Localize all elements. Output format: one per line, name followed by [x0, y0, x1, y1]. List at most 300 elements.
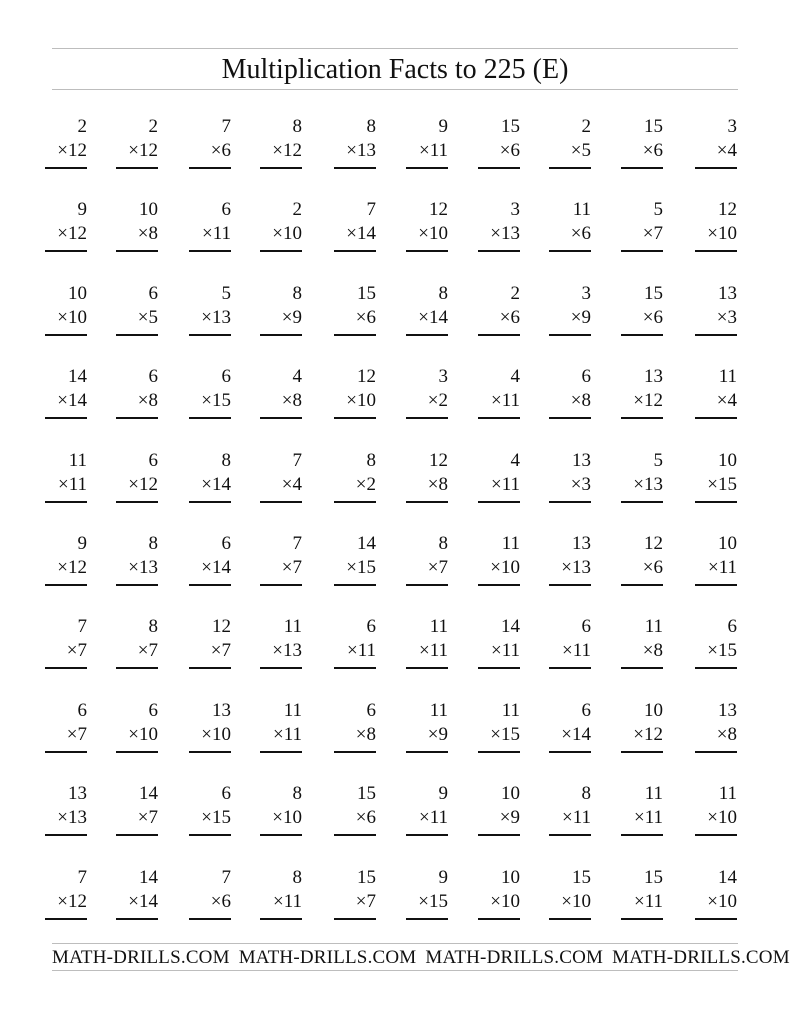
times-sign: ×: [355, 807, 367, 829]
answer-line: [260, 834, 302, 836]
times-sign: ×: [490, 890, 501, 912]
answer-line: [189, 834, 231, 836]
answer-line: [478, 250, 520, 252]
answer-line: [334, 584, 376, 586]
problem: [98, 366, 158, 426]
answer-line: [695, 751, 737, 753]
times-sign: ×: [642, 557, 654, 578]
multiplicand: 6: [366, 616, 376, 638]
problem: [603, 283, 663, 343]
multiplier-value: 14: [429, 306, 448, 328]
multiplier: [67, 640, 87, 662]
multiplier-value: 11: [572, 640, 591, 662]
answer-line: [189, 918, 231, 920]
multiplicand: 7: [221, 866, 231, 888]
multiplier: [201, 807, 231, 829]
multiplier: [707, 223, 737, 245]
answer-line: [406, 667, 448, 669]
multiplier: [201, 557, 231, 579]
answer-line: [621, 667, 663, 669]
multiplier-value: 2: [438, 390, 448, 412]
multiplicand: 8: [148, 616, 158, 638]
times-sign: ×: [210, 890, 222, 912]
multiplicand: 13: [212, 699, 231, 721]
multiplicand: 11: [429, 699, 448, 721]
times-sign: ×: [355, 306, 367, 328]
multiplicand: 10: [68, 282, 87, 304]
answer-line: [406, 417, 448, 419]
multiplier: [346, 557, 376, 579]
problem: [242, 533, 302, 593]
multiplier: [138, 223, 158, 245]
multiplier: [282, 390, 302, 412]
answer-line: [260, 334, 302, 336]
problem: [171, 116, 231, 176]
problem: [171, 867, 231, 927]
times-sign: ×: [707, 890, 718, 912]
times-sign: ×: [346, 640, 358, 662]
multiplier-value: 12: [139, 140, 158, 161]
problem: [388, 199, 448, 259]
multiplicand: 2: [292, 199, 302, 221]
problem: [27, 366, 87, 426]
multiplicand: 5: [653, 199, 663, 221]
multiplier: [128, 474, 158, 496]
multiplier-value: 9: [510, 807, 520, 829]
answer-line: [334, 834, 376, 836]
answer-line: [549, 834, 591, 836]
times-sign: ×: [427, 723, 439, 745]
multiplier-value: 13: [501, 223, 520, 245]
multiplier: [346, 390, 376, 412]
times-sign: ×: [561, 557, 572, 578]
times-sign: ×: [642, 306, 654, 328]
times-sign: ×: [418, 140, 430, 161]
times-sign: ×: [355, 473, 367, 495]
times-sign: ×: [427, 390, 439, 412]
multiplier-value: 11: [429, 140, 448, 161]
multiplier: [561, 891, 591, 913]
multiplicand: 11: [718, 783, 737, 805]
times-sign: ×: [128, 723, 139, 745]
multiplier: [707, 474, 737, 496]
multiplicand: 15: [357, 282, 376, 304]
multiplier: [491, 640, 520, 662]
multiplicand: 8: [581, 783, 591, 805]
answer-line: [116, 584, 158, 586]
multiplier-value: 2: [366, 473, 376, 495]
multiplier: [500, 307, 520, 329]
problem: [27, 783, 87, 843]
multiplier-value: 10: [139, 723, 158, 745]
multiplier: [272, 223, 302, 245]
multiplier-value: 8: [366, 723, 376, 745]
multiplier-value: 12: [68, 557, 87, 578]
multiplicand: 6: [581, 699, 591, 721]
multiplicand: 6: [221, 199, 231, 221]
multiplier: [491, 390, 520, 412]
multiplier: [201, 474, 231, 496]
multiplicand: 10: [501, 866, 520, 888]
multiplier: [356, 724, 376, 746]
multiplicand: 3: [727, 116, 737, 137]
problem: [388, 616, 448, 676]
answer-line: [45, 834, 87, 836]
problem: [242, 867, 302, 927]
multiplier: [633, 474, 663, 496]
multiplier: [490, 724, 520, 746]
multiplier-value: 3: [727, 306, 737, 328]
problem: [98, 450, 158, 510]
multiplier: [500, 807, 520, 829]
multiplier: [490, 223, 520, 245]
multiplier: [346, 223, 376, 245]
multiplicand: 14: [501, 616, 520, 638]
multiplier-value: 8: [727, 723, 737, 745]
multiplier: [707, 891, 737, 913]
multiplier-value: 14: [212, 473, 231, 495]
times-sign: ×: [57, 306, 68, 328]
multiplicand: 8: [292, 783, 302, 805]
times-sign: ×: [57, 223, 68, 245]
problem: [98, 116, 158, 176]
multiplier-value: 4: [292, 473, 302, 495]
times-sign: ×: [490, 557, 501, 578]
footer-bottom-rule: [52, 970, 738, 971]
multiplicand: 14: [139, 866, 158, 888]
multiplier: [643, 307, 663, 329]
multiplier: [128, 891, 158, 913]
answer-line: [695, 584, 737, 586]
times-sign: ×: [716, 306, 728, 328]
answer-line: [406, 501, 448, 503]
problem: [388, 283, 448, 343]
multiplier-value: 13: [357, 140, 376, 161]
multiplier-value: 10: [718, 807, 737, 829]
answer-line: [45, 250, 87, 252]
answer-line: [695, 667, 737, 669]
multiplier-value: 11: [644, 807, 663, 829]
multiplier-value: 11: [357, 640, 376, 662]
problem: [27, 867, 87, 927]
multiplier: [57, 223, 87, 245]
multiplier-value: 8: [653, 640, 663, 662]
multiplier-value: 15: [718, 473, 737, 495]
multiplier: [571, 307, 591, 329]
multiplier: [708, 557, 737, 579]
problem: [677, 783, 737, 843]
answer-line: [406, 584, 448, 586]
problem: [27, 616, 87, 676]
times-sign: ×: [128, 557, 139, 578]
times-sign: ×: [561, 807, 573, 829]
problem: [316, 533, 376, 593]
times-sign: ×: [201, 807, 212, 829]
multiplicand: 7: [77, 616, 87, 638]
multiplier-value: 5: [148, 306, 158, 328]
times-sign: ×: [57, 473, 69, 495]
multiplier-value: 3: [581, 473, 591, 495]
multiplier-value: 6: [510, 140, 520, 161]
answer-line: [260, 751, 302, 753]
multiplier-value: 11: [283, 723, 302, 745]
answer-line: [334, 667, 376, 669]
problem: [171, 700, 231, 760]
answer-line: [406, 751, 448, 753]
problem: [677, 366, 737, 426]
footer-brand: MATH-DRILLS.COM: [52, 947, 230, 968]
multiplier-value: 6: [653, 140, 663, 161]
times-sign: ×: [57, 557, 68, 578]
answer-line: [116, 834, 158, 836]
answer-line: [621, 501, 663, 503]
multiplier: [356, 891, 376, 913]
answer-line: [260, 501, 302, 503]
multiplicand: 10: [501, 783, 520, 805]
multiplier: [128, 140, 158, 162]
answer-line: [621, 334, 663, 336]
times-sign: ×: [201, 390, 212, 412]
multiplicand: 8: [148, 533, 158, 554]
problem: [603, 450, 663, 510]
times-sign: ×: [499, 807, 511, 829]
multiplier-value: 7: [292, 557, 302, 578]
multiplier-value: 9: [438, 723, 448, 745]
times-sign: ×: [57, 390, 68, 412]
multiplicand: 7: [292, 449, 302, 471]
times-sign: ×: [272, 723, 284, 745]
multiplier: [282, 557, 302, 579]
multiplier-value: 14: [139, 890, 158, 912]
multiplicand: 6: [366, 699, 376, 721]
problem: [531, 700, 591, 760]
times-sign: ×: [418, 807, 430, 829]
answer-line: [334, 501, 376, 503]
multiplier-value: 10: [283, 807, 302, 829]
times-sign: ×: [272, 890, 284, 912]
multiplicand: 8: [438, 282, 448, 304]
answer-line: [260, 167, 302, 169]
multiplicand: 2: [581, 116, 591, 137]
answer-line: [621, 834, 663, 836]
multiplier-value: 10: [718, 890, 737, 912]
multiplier-value: 7: [77, 723, 87, 745]
times-sign: ×: [128, 890, 139, 912]
multiplier: [428, 557, 448, 579]
problem: [171, 199, 231, 259]
multiplier: [418, 891, 448, 913]
answer-line: [549, 918, 591, 920]
problem: [460, 616, 520, 676]
multiplicand: 6: [77, 699, 87, 721]
problem: [460, 533, 520, 593]
problem: [98, 283, 158, 343]
multiplier: [67, 724, 87, 746]
multiplier: [419, 140, 448, 162]
multiplier: [419, 640, 448, 662]
answer-line: [406, 834, 448, 836]
multiplicand: 11: [283, 699, 302, 721]
multiplicand: 10: [139, 199, 158, 221]
multiplicand: 8: [366, 449, 376, 471]
times-sign: ×: [490, 473, 502, 495]
times-sign: ×: [281, 390, 293, 412]
answer-line: [478, 918, 520, 920]
multiplier: [643, 140, 663, 162]
times-sign: ×: [633, 807, 645, 829]
multiplicand: 9: [438, 116, 448, 137]
answer-line: [45, 918, 87, 920]
times-sign: ×: [128, 473, 139, 495]
times-sign: ×: [210, 140, 222, 161]
multiplicand: 8: [221, 449, 231, 471]
times-sign: ×: [427, 557, 439, 578]
times-sign: ×: [561, 890, 572, 912]
multiplier: [571, 474, 591, 496]
problem: [531, 533, 591, 593]
multiplicand: 5: [653, 449, 663, 471]
multiplicand: 7: [292, 533, 302, 554]
multiplier: [707, 807, 737, 829]
answer-line: [334, 250, 376, 252]
multiplier-value: 11: [644, 890, 663, 912]
times-sign: ×: [346, 557, 357, 578]
problem: [388, 366, 448, 426]
multiplicand: 11: [283, 616, 302, 638]
answer-line: [695, 918, 737, 920]
multiplicand: 9: [77, 533, 87, 554]
times-sign: ×: [201, 723, 212, 745]
multiplier-value: 15: [718, 640, 737, 662]
times-sign: ×: [570, 473, 582, 495]
times-sign: ×: [707, 473, 718, 495]
answer-line: [695, 834, 737, 836]
answer-line: [260, 584, 302, 586]
footer: [52, 946, 790, 970]
multiplier-value: 6: [653, 557, 663, 578]
multiplier-value: 15: [357, 557, 376, 578]
problem: [460, 700, 520, 760]
times-sign: ×: [490, 223, 501, 245]
multiplicand: 3: [581, 282, 591, 304]
footer-brand: MATH-DRILLS.COM: [612, 947, 790, 968]
problem: [316, 867, 376, 927]
problem: [677, 199, 737, 259]
multiplier-value: 14: [212, 557, 231, 578]
answer-line: [406, 918, 448, 920]
multiplicand: 8: [292, 866, 302, 888]
multiplicand: 10: [644, 699, 663, 721]
answer-line: [189, 501, 231, 503]
multiplicand: 6: [148, 366, 158, 388]
multiplicand: 13: [572, 533, 591, 554]
times-sign: ×: [490, 723, 501, 745]
multiplier: [419, 807, 448, 829]
problem: [242, 199, 302, 259]
multiplicand: 8: [292, 282, 302, 304]
multiplier: [571, 140, 591, 162]
multiplier: [272, 640, 302, 662]
problem: [316, 700, 376, 760]
problem: [603, 199, 663, 259]
problem: [677, 700, 737, 760]
answer-line: [260, 918, 302, 920]
multiplicand: 5: [221, 282, 231, 304]
times-sign: ×: [570, 223, 582, 245]
multiplier-value: 11: [68, 473, 87, 495]
multiplier: [282, 474, 302, 496]
answer-line: [189, 751, 231, 753]
times-sign: ×: [137, 223, 149, 245]
problem: [316, 199, 376, 259]
answer-line: [116, 751, 158, 753]
times-sign: ×: [418, 223, 429, 245]
answer-line: [189, 167, 231, 169]
answer-line: [334, 751, 376, 753]
problem: [677, 116, 737, 176]
multiplier-value: 10: [501, 557, 520, 578]
multiplier-value: 14: [357, 223, 376, 245]
multiplicand: 14: [139, 783, 158, 805]
answer-line: [116, 167, 158, 169]
answer-line: [45, 501, 87, 503]
multiplicand: 12: [429, 199, 448, 221]
problem: [388, 700, 448, 760]
problem: [316, 283, 376, 343]
multiplicand: 12: [212, 616, 231, 638]
problem: [242, 783, 302, 843]
multiplicand: 2: [77, 116, 87, 137]
answer-line: [189, 584, 231, 586]
footer-brand: MATH-DRILLS.COM: [425, 947, 604, 968]
problem: [460, 783, 520, 843]
multiplier: [138, 307, 158, 329]
multiplier-value: 14: [68, 390, 87, 412]
multiplicand: 14: [68, 366, 87, 388]
answer-line: [695, 334, 737, 336]
problem: [531, 783, 591, 843]
times-sign: ×: [66, 723, 78, 745]
answer-line: [189, 250, 231, 252]
multiplier: [717, 390, 737, 412]
multiplicand: 11: [718, 366, 737, 388]
problem: [603, 616, 663, 676]
multiplier-value: 6: [366, 807, 376, 829]
answer-line: [260, 417, 302, 419]
multiplier: [428, 724, 448, 746]
times-sign: ×: [281, 473, 293, 495]
multiplier: [490, 557, 520, 579]
times-sign: ×: [418, 640, 430, 662]
times-sign: ×: [201, 223, 213, 245]
multiplicand: 11: [644, 616, 663, 638]
times-sign: ×: [707, 223, 718, 245]
multiplier-value: 10: [572, 890, 591, 912]
problem: [98, 533, 158, 593]
multiplier-value: 7: [77, 640, 87, 662]
problem: [460, 366, 520, 426]
multiplier-value: 10: [501, 890, 520, 912]
multiplier-value: 4: [727, 390, 737, 412]
times-sign: ×: [272, 140, 283, 161]
times-sign: ×: [201, 557, 212, 578]
times-sign: ×: [707, 640, 718, 662]
multiplier-value: 13: [212, 306, 231, 328]
times-sign: ×: [272, 223, 283, 245]
times-sign: ×: [272, 807, 283, 829]
times-sign: ×: [707, 807, 718, 829]
multiplier-value: 12: [139, 473, 158, 495]
